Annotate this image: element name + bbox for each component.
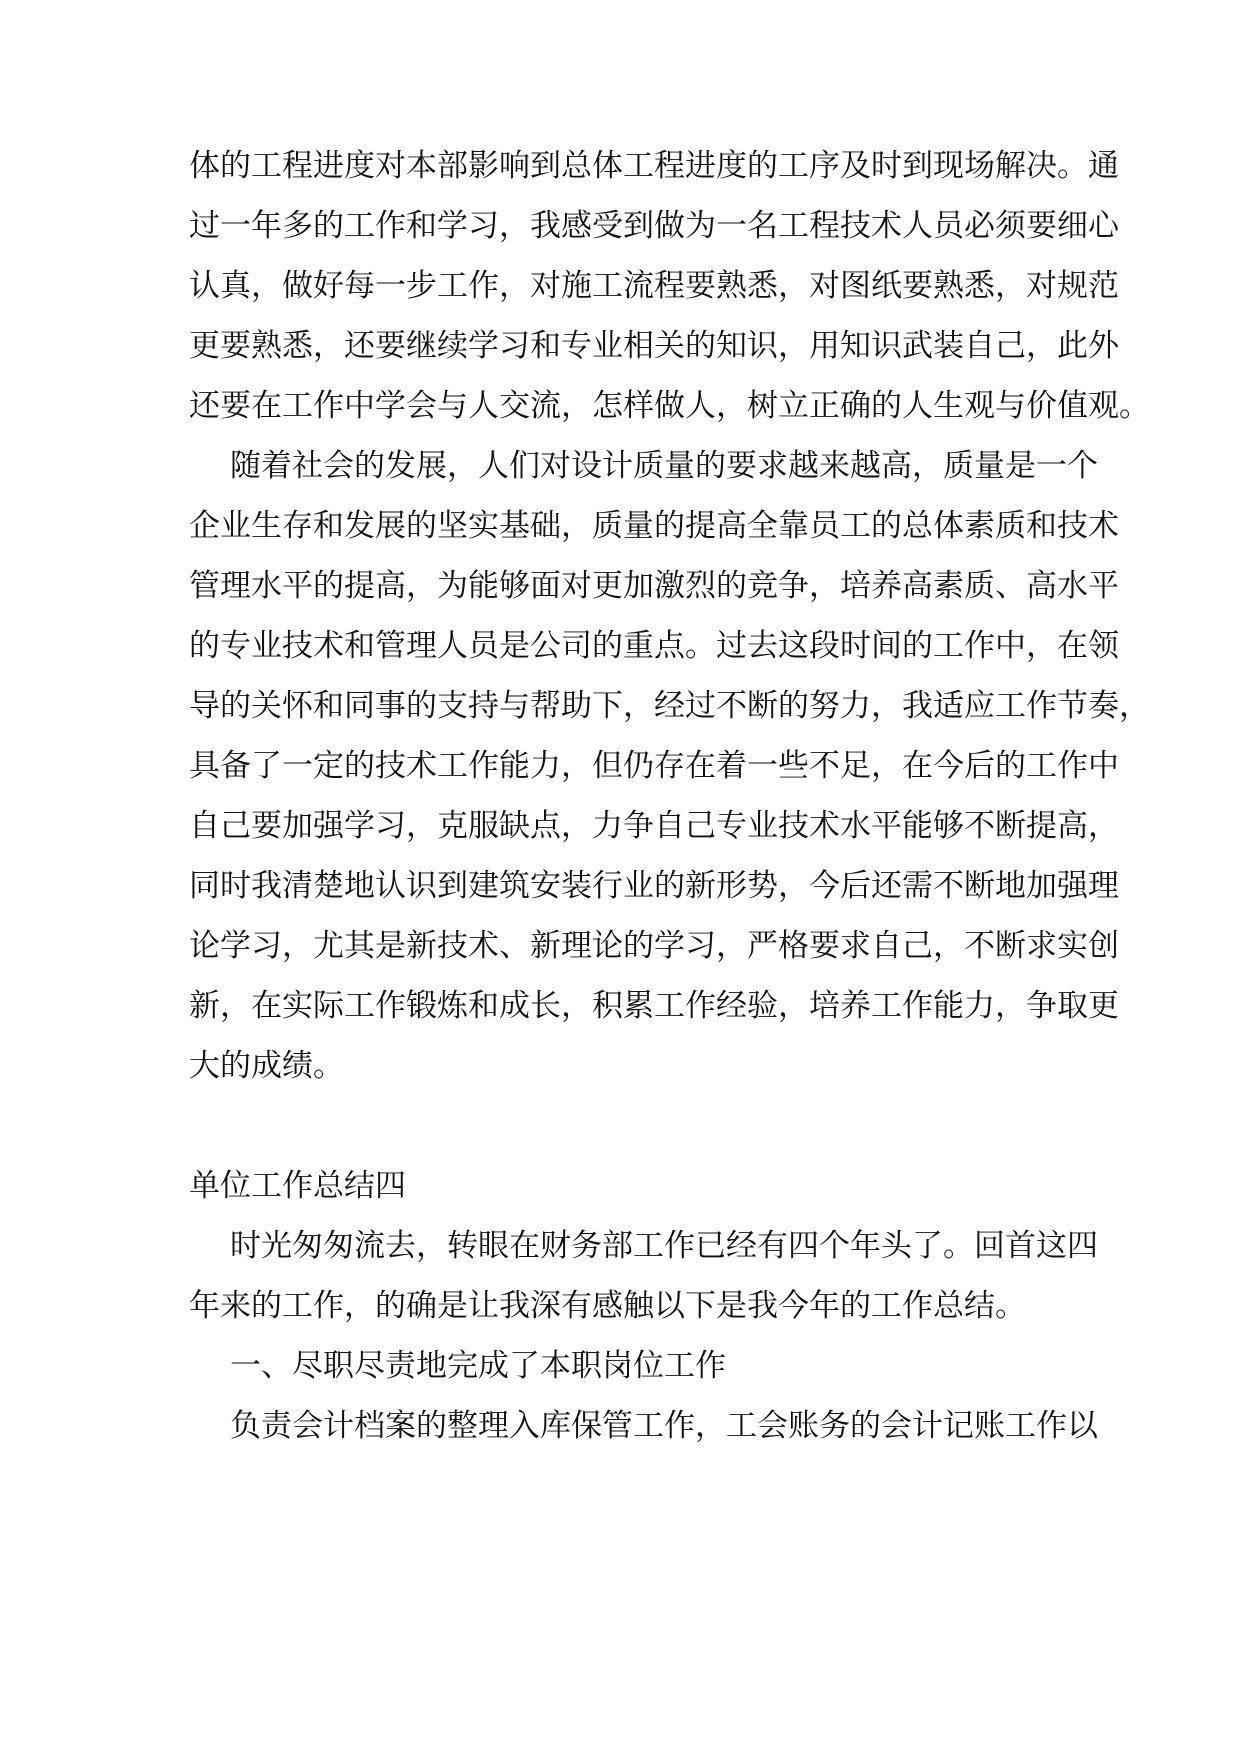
paragraph-2-line-9: 论学习，尤其是新技术、新理论的学习，严格要求自己，不断求实创 bbox=[189, 928, 1119, 964]
paragraph-1-line-4: 更要熟悉，还要继续学习和专业相关的知识，用知识武装自己，此外 bbox=[189, 328, 1119, 364]
paragraph-2-line-2: 企业生存和发展的坚实基础，质量的提高全靠员工的总体素质和技术 bbox=[189, 508, 1119, 544]
paragraph-4-line-1: 负责会计档案的整理入库保管工作，工会账务的会计记账工作以 bbox=[230, 1408, 1098, 1444]
paragraph-1-line-1: 体的工程进度对本部影响到总体工程进度的工序及时到现场解决。通 bbox=[189, 148, 1119, 184]
paragraph-3-line-1: 时光匆匆流去，转眼在财务部工作已经有四个年头了。回首这四 bbox=[230, 1228, 1098, 1264]
paragraph-2-line-1: 随着社会的发展，人们对设计质量的要求越来越高，质量是一个 bbox=[230, 448, 1098, 484]
paragraph-1-line-5: 还要在工作中学会与人交流，怎样做人，树立正确的人生观与价值观。 bbox=[189, 388, 1150, 424]
paragraph-2-line-10: 新，在实际工作锻炼和成长，积累工作经验，培养工作能力，争取更 bbox=[189, 988, 1119, 1024]
paragraph-2-line-5: 导的关怀和同事的支持与帮助下，经过不断的努力，我适应工作节奏， bbox=[189, 688, 1150, 724]
paragraph-2-line-3: 管理水平的提高，为能够面对更加激烈的竞争，培养高素质、高水平 bbox=[189, 568, 1119, 604]
paragraph-2-line-8: 同时我清楚地认识到建筑安装行业的新形势，今后还需不断地加强理 bbox=[189, 868, 1119, 904]
paragraph-2-line-7: 自己要加强学习，克服缺点，力争自己专业技术水平能够不断提高， bbox=[189, 808, 1119, 844]
section-title: 单位工作总结四 bbox=[189, 1168, 406, 1204]
subheading-1: 一、尽职尽责地完成了本职岗位工作 bbox=[230, 1348, 726, 1384]
paragraph-2-line-6: 具备了一定的技术工作能力，但仍存在着一些不足，在今后的工作中 bbox=[189, 748, 1119, 784]
paragraph-2-line-11: 大的成绩。 bbox=[189, 1048, 344, 1084]
paragraph-1-line-2: 过一年多的工作和学习，我感受到做为一名工程技术人员必须要细心 bbox=[189, 208, 1119, 244]
paragraph-1-line-3: 认真，做好每一步工作，对施工流程要熟悉，对图纸要熟悉，对规范 bbox=[189, 268, 1119, 304]
paragraph-2-line-4: 的专业技术和管理人员是公司的重点。过去这段时间的工作中，在领 bbox=[189, 628, 1119, 664]
paragraph-3-line-2: 年来的工作，的确是让我深有感触以下是我今年的工作总结。 bbox=[189, 1288, 1026, 1324]
